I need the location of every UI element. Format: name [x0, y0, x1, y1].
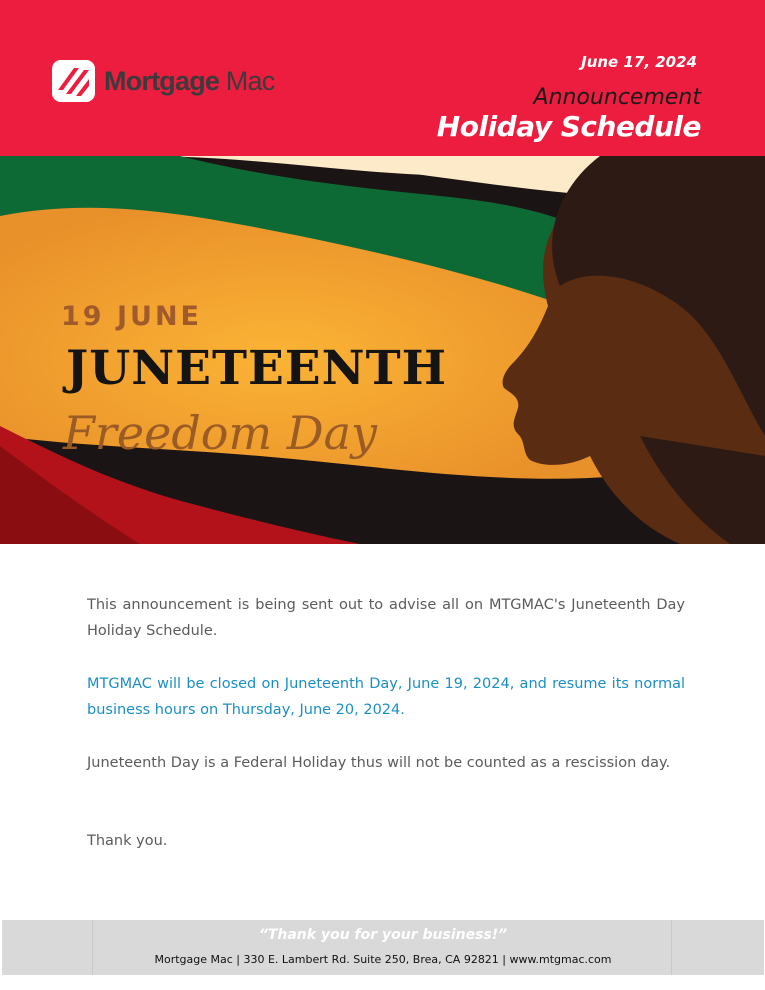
banner-date: 19 JUNE	[61, 301, 202, 332]
banner-subtitle: Freedom Day	[63, 406, 378, 460]
page-title: Holiday Schedule	[436, 110, 701, 143]
footer-quote: “Thank you for your business!”	[258, 927, 508, 943]
header-band	[0, 0, 765, 156]
footer	[2, 920, 764, 975]
mortgage-mac-logo[interactable]	[52, 60, 274, 102]
juneteenth-banner	[0, 156, 765, 544]
intro-paragraph: This announcement is being sent out to advise all on MTGMAC's Juneteenth Day Holiday Schedule.	[87, 597, 685, 639]
announcement-label: Announcement	[533, 85, 701, 110]
closure-paragraph: MTGMAC will be closed on Juneteenth Day, June 19, 2024, and resume its normal business hours on Thursday, June 20, 2024.	[87, 676, 685, 718]
closing-line: Thank you.	[87, 833, 168, 849]
logo-text: Mortgage Mac	[104, 65, 275, 96]
footer-address: Mortgage Mac | 330 E. Lambert Rd. Suite 250, Brea, CA 92821 | www.mtgmac.com	[154, 953, 612, 966]
banner-title: JUNETEENTH	[66, 341, 447, 396]
logo-mark-icon	[52, 60, 95, 102]
announcement-date: June 17, 2024	[581, 53, 697, 71]
federal-holiday-paragraph: Juneteenth Day is a Federal Holiday thus will not be counted as a rescission day.	[87, 755, 671, 771]
